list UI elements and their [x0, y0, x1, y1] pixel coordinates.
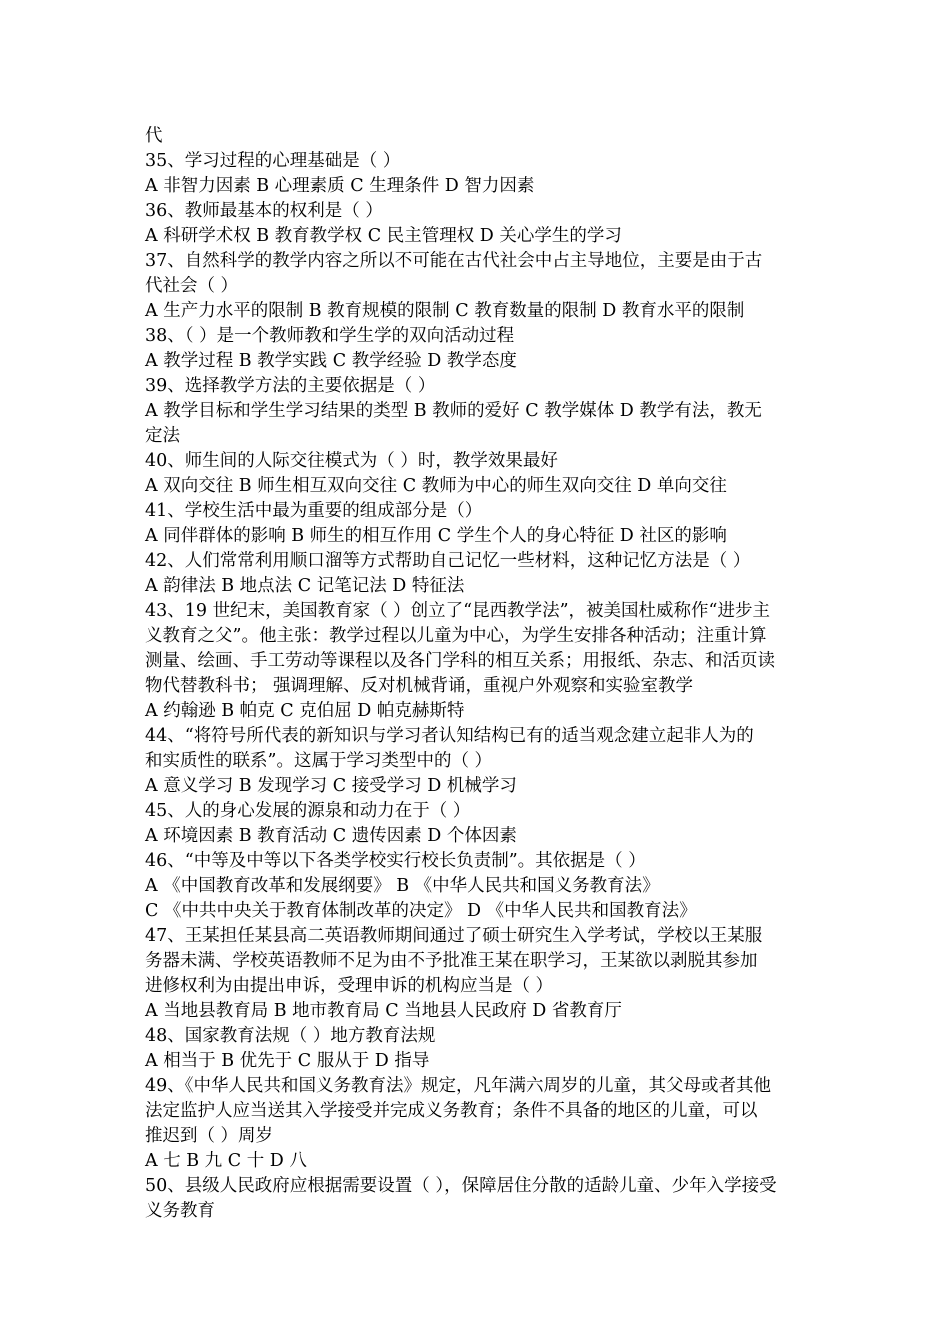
text-line: 代: [145, 126, 163, 146]
question-48: 48、国家教育法规（ ）地方教育法规: [145, 1026, 436, 1046]
answer-options-42: A 韵律法 B 地点法 C 记笔记法 D 特征法: [145, 576, 465, 596]
answer-options-39-cont: 定法: [145, 426, 180, 446]
question-49: 49、《中华人民共和国义务教育法》规定，凡年满六周岁的儿童，其父母或者其他: [145, 1076, 772, 1096]
answer-options-41: A 同伴群体的影响 B 师生的相互作用 C 学生个人的身心特征 D 社区的影响: [145, 526, 727, 546]
question-45: 45、人的身心发展的源泉和动力在于（ ）: [145, 801, 471, 821]
document-body: [145, 124, 813, 1224]
question-49-cont: 推迟到（ ）周岁: [145, 1126, 274, 1146]
question-44: 44、“将符号所代表的新知识与学习者认知结构已有的适当观念建立起非人为的: [145, 726, 754, 746]
answer-options-36: A 科研学术权 B 教育教学权 C 民主管理权 D 关心学生的学习: [145, 226, 622, 246]
question-35: 35、学习过程的心理基础是（ ）: [145, 151, 401, 171]
answer-options-37: A 生产力水平的限制 B 教育规模的限制 C 教育数量的限制 D 教育水平的限制: [145, 301, 745, 321]
answer-options-48: A 相当于 B 优先于 C 服从于 D 指导: [145, 1051, 430, 1071]
answer-options-49: A 七 B 九 C 十 D 八: [145, 1151, 307, 1171]
answer-options-44: A 意义学习 B 发现学习 C 接受学习 D 机械学习: [145, 776, 517, 796]
answer-options-35: A 非智力因素 B 心理素质 C 生理条件 D 智力因素: [145, 176, 535, 196]
question-37-cont: 代社会（ ）: [145, 276, 239, 296]
question-47-cont: 进修权利为由提出申诉，受理申诉的机构应当是（ ）: [145, 976, 554, 996]
question-44-cont: 和实质性的联系”。这属于学习类型中的（ ）: [145, 751, 493, 771]
answer-options-40: A 双向交往 B 师生相互双向交往 C 教师为中心的师生双向交往 D 单向交往: [145, 476, 727, 496]
question-43-cont: 物代替教科书； 强调理解、反对机械背诵，重视户外观察和实验室教学: [145, 676, 694, 696]
question-41: 41、学校生活中最为重要的组成部分是（）: [145, 501, 483, 521]
answer-options-47: A 当地县教育局 B 地市教育局 C 当地县人民政府 D 省教育厅: [145, 1001, 622, 1021]
question-40: 40、师生间的人际交往模式为（ ）时，教学效果最好: [145, 451, 558, 471]
question-50: 50、县级人民政府应根据需要设置（ ），保障居住分散的适龄儿童、少年入学接受: [145, 1176, 777, 1196]
question-47: 47、王某担任某县高二英语教师期间通过了硕士研究生入学考试，学校以王某服: [145, 926, 763, 946]
answer-options-46: A 《中国教育改革和发展纲要》 B 《中华人民共和国义务教育法》: [145, 876, 660, 896]
answer-options-39: A 教学目标和学生学习结果的类型 B 教师的爱好 C 教学媒体 D 教学有法，教无: [145, 401, 762, 421]
question-36: 36、教师最基本的权利是（ ）: [145, 201, 383, 221]
question-42: 42、人们常常利用顺口溜等方式帮助自己记忆一些材料，这种记忆方法是（ ）: [145, 551, 751, 571]
question-49-cont: 法定监护人应当送其入学接受并完成义务教育；条件不具备的地区的儿童，可以: [145, 1101, 758, 1121]
question-37: 37、自然科学的教学内容之所以不可能在古代社会中占主导地位，主要是由于古: [145, 251, 763, 271]
answer-options-43: A 约翰逊 B 帕克 C 克伯屈 D 帕克赫斯特: [145, 701, 465, 721]
answer-options-45: A 环境因素 B 教育活动 C 遗传因素 D 个体因素: [145, 826, 517, 846]
question-43-cont: 测量、绘画、手工劳动等课程以及各门学科的相互关系；用报纸、杂志、和活页读: [145, 651, 775, 671]
question-43-cont: 义教育之父”。他主张：教学过程以儿童为中心，为学生安排各种活动；注重计算: [145, 626, 767, 646]
question-50-cont: 义务教育: [145, 1201, 215, 1221]
question-46: 46、“中等及中等以下各类学校实行校长负责制”。其依据是（ ）: [145, 851, 646, 871]
question-47-cont: 务器未满、学校英语教师不足为由不予批准王某在职学习，王某欲以剥脱其参加: [145, 951, 758, 971]
answer-options-46-cont: C 《中共中央关于教育体制改革的决定》 D 《中华人民共和国教育法》: [145, 901, 697, 921]
question-38: 38、（ ）是一个教师教和学生学的双向活动过程: [145, 326, 515, 346]
question-39: 39、选择教学方法的主要依据是（ ）: [145, 376, 436, 396]
question-43: 43、19 世纪末，美国教育家（ ）创立了“昆西教学法”，被美国杜威称作“进步主: [145, 601, 770, 621]
answer-options-38: A 教学过程 B 教学实践 C 教学经验 D 教学态度: [145, 351, 517, 371]
